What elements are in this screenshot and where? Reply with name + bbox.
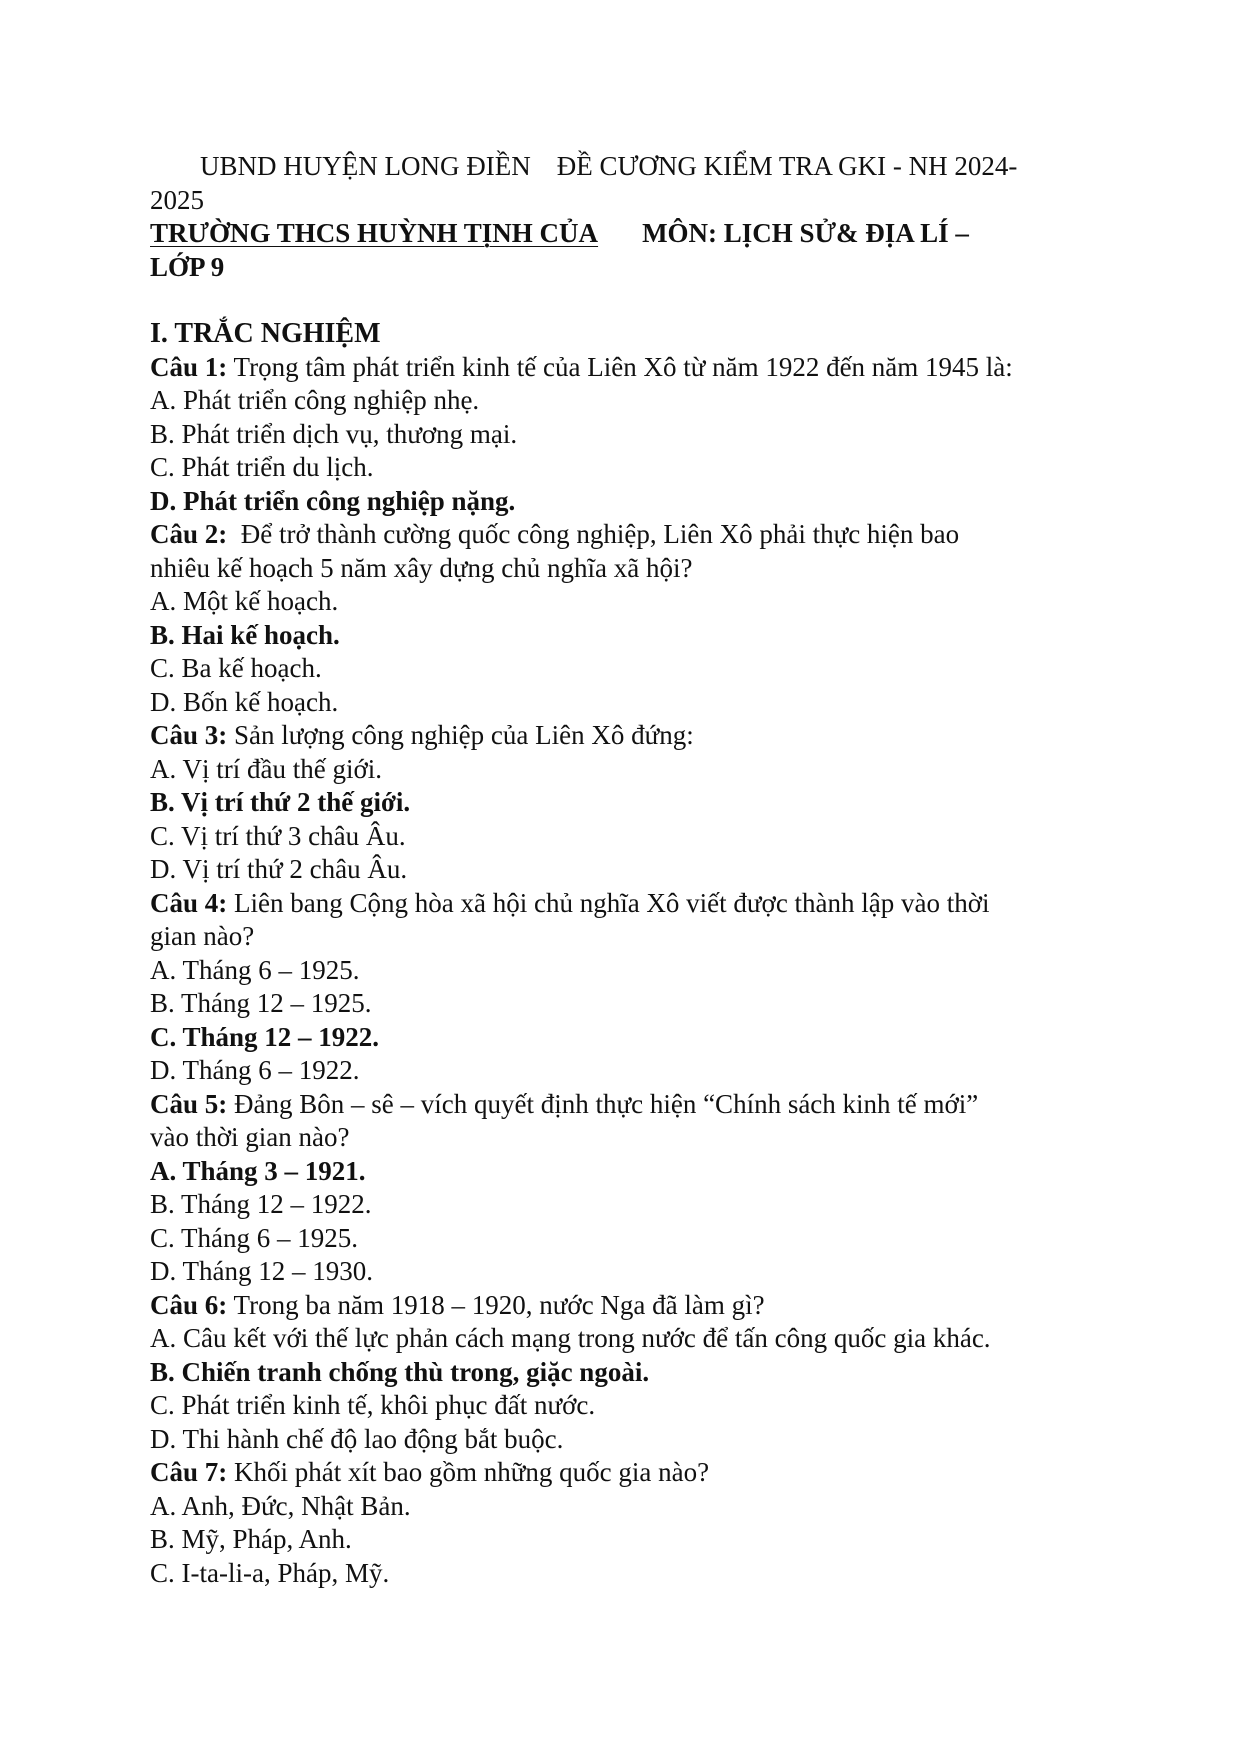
question-text-line-2: vào thời gian nào? (150, 1122, 350, 1152)
question-stem (150, 1456, 1110, 1490)
class-level: LỚP 9 (150, 251, 225, 282)
question-text-line-1: Để trở thành cường quốc công nghiệp, Liên Xô phải thực hiện bao (227, 519, 960, 549)
question-label: Câu 6: (150, 1289, 228, 1320)
header-title: ĐỀ CƯƠNG KIỂM TRA GKI - NH 2024- (556, 151, 1018, 181)
question-text-line-2: nhiêu kế hoạch 5 năm xây dựng chủ nghĩa xã hội? (150, 552, 693, 583)
header-title-year: 2025 (150, 184, 204, 215)
answer-option: D. Thi hành chế độ lao động bắt buộc. (150, 1423, 564, 1454)
header-org: UBND HUYỆN LONG ĐIỀN (200, 151, 531, 181)
question-label: Câu 1: (150, 351, 228, 382)
answer-option: B. Tháng 12 – 1925. (150, 988, 372, 1018)
question-6 (150, 1289, 1110, 1457)
header-line-4 (150, 251, 1110, 285)
question-stem (150, 887, 1110, 921)
question-label: Câu 4: (150, 887, 228, 918)
question-label: Câu 5: (150, 1088, 228, 1119)
answer-option: A. Vị trí đầu thế giới. (150, 753, 383, 784)
question-text-line-1: Đảng Bôn – sê – vích quyết định thực hiện “Chính sách kinh tế mới” (227, 1088, 979, 1119)
school-name: TRƯỜNG THCS HUỲNH TỊNH CỦA (150, 218, 599, 248)
answer-option-correct: B. Hai kế hoạch. (150, 619, 340, 650)
answer-option: C. Tháng 6 – 1925. (150, 1222, 358, 1253)
question-label: Câu 3: (150, 720, 228, 750)
answer-option-correct: A. Tháng 3 – 1921. (150, 1155, 366, 1186)
answer-option-correct: B. Chiến tranh chống thù trong, giặc ngoài. (150, 1356, 650, 1387)
question-text: Khối phát xít bao gồm những quốc gia nào? (227, 1457, 710, 1487)
answer-option: A. Anh, Đức, Nhật Bản. (150, 1490, 411, 1521)
question-text-line-1: Liên bang Cộng hòa xã hội chủ nghĩa Xô viết được thành lập vào thời (227, 887, 990, 918)
answer-option: C. Vị trí thứ 3 châu Âu. (150, 820, 406, 851)
header-line-3 (150, 217, 1110, 251)
document-content (150, 150, 1110, 1590)
question-2 (150, 518, 1110, 719)
answer-option: A. Tháng 6 – 1925. (150, 954, 360, 985)
question-stem (150, 1088, 1110, 1122)
question-5 (150, 1088, 1110, 1289)
answer-option: D. Vị trí thứ 2 châu Âu. (150, 854, 408, 884)
question-text: Trong ba năm 1918 – 1920, nước Nga đã làm gì? (227, 1289, 765, 1320)
answer-option: C. Phát triển du lịch. (150, 452, 374, 482)
section-title: I. TRẮC NGHIỆM (150, 318, 381, 349)
header-line-1 (150, 150, 1110, 184)
answer-option: C. Phát triển kinh tế, khôi phục đất nước. (150, 1390, 596, 1420)
answer-option-correct: B. Vị trí thứ 2 thế giới. (150, 787, 411, 817)
question-stem (150, 719, 1110, 753)
header-line-2 (150, 184, 1110, 218)
answer-option-correct: D. Phát triển công nghiệp nặng. (150, 485, 516, 516)
question-3 (150, 719, 1110, 887)
question-stem (150, 351, 1110, 385)
answer-option: D. Tháng 6 – 1922. (150, 1055, 360, 1085)
question-label: Câu 2: (150, 519, 228, 549)
answer-option: C. Ba kế hoạch. (150, 653, 322, 683)
answer-option: B. Tháng 12 – 1922. (150, 1189, 372, 1219)
question-text: Sản lượng công nghiệp của Liên Xô đứng: (227, 720, 694, 750)
document-header (150, 150, 1110, 284)
answer-option-correct: C. Tháng 12 – 1922. (150, 1021, 380, 1052)
answer-option: A. Phát triển công nghiệp nhẹ. (150, 385, 480, 415)
question-4 (150, 887, 1110, 1088)
question-1 (150, 351, 1110, 519)
question-7 (150, 1456, 1110, 1590)
answer-option: A. Một kế hoạch. (150, 586, 339, 616)
question-text: Trọng tâm phát triển kinh tế của Liên Xô từ năm 1922 đến năm 1945 là: (227, 351, 1013, 382)
subject-name: MÔN: LỊCH SỬ& ĐỊA LÍ – (642, 218, 969, 248)
answer-option: B. Mỹ, Pháp, Anh. (150, 1524, 352, 1554)
answer-option: A. Câu kết với thế lực phản cách mạng trong nước để tấn công quốc gia khác. (150, 1323, 991, 1353)
answer-option: C. I-ta-li-a, Pháp, Mỹ. (150, 1557, 390, 1588)
answer-option: B. Phát triển dịch vụ, thương mại. (150, 418, 518, 449)
answer-option: D. Bốn kế hoạch. (150, 686, 339, 717)
question-stem (150, 1289, 1110, 1323)
question-stem (150, 518, 1110, 552)
answer-option: D. Tháng 12 – 1930. (150, 1256, 373, 1286)
question-text-line-2: gian nào? (150, 921, 255, 951)
question-label: Câu 7: (150, 1457, 228, 1487)
